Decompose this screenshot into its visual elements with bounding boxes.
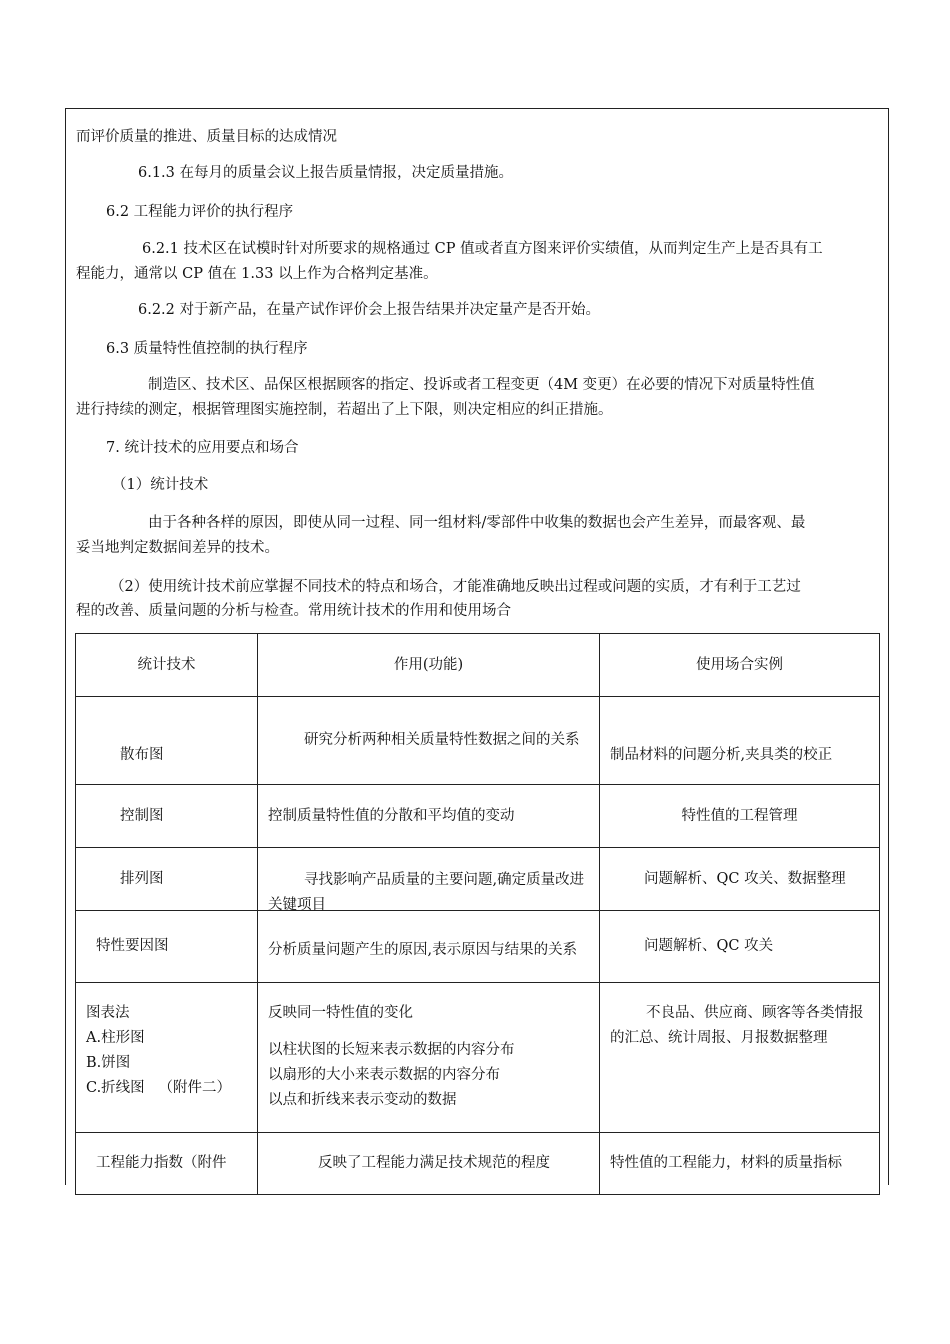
function-line: 以扇形的大小来表示数据的内容分布	[268, 1067, 500, 1083]
tech-cell: 控制图	[76, 785, 258, 848]
tech-cell: 排列图	[76, 848, 258, 911]
function-cell: 研究分析两种相关质量特性数据之间的关系	[258, 697, 600, 785]
function-line: 以柱状图的长短来表示数据的内容分布	[268, 1042, 515, 1058]
tech-cell: 散布图	[76, 697, 258, 785]
usage-cell: 特性值的工程管理	[600, 785, 880, 848]
header-cell: 统计技术	[76, 634, 258, 697]
section-heading: 6.2 工程能力评价的执行程序	[106, 204, 294, 220]
tech-line: C.折线图 （附件二）	[86, 1080, 232, 1096]
subheading: （1）统计技术	[112, 477, 209, 493]
section-heading: 6.3 质量特性值控制的执行程序	[106, 341, 308, 357]
function-cell: 反映了工程能力满足技术规范的程度	[258, 1133, 600, 1195]
paragraph: 6.1.3 在每月的质量会议上报告质量情报，决定质量措施。	[138, 165, 514, 181]
table-row	[76, 785, 880, 848]
paragraph: （2）使用统计技术前应掌握不同技术的特点和场合，才能准确地反映出过程或问题的实质，才有利于工艺过	[110, 579, 801, 595]
document-frame	[65, 108, 889, 1185]
table-row	[76, 848, 880, 911]
function-cell: 分析质量问题产生的原因,表示原因与结果的关系	[258, 911, 600, 983]
paragraph: 6.2.2 对于新产品，在量产试作评价会上报告结果并决定量产是否开始。	[138, 302, 601, 318]
table-row	[76, 1133, 880, 1195]
paragraph: 程的改善、质量问题的分析与检查。常用统计技术的作用和使用场合	[76, 603, 511, 619]
table-row	[76, 911, 880, 983]
usage-cell: 特性值的工程能力，材料的质量指标	[600, 1133, 880, 1195]
usage-cell: 制品材料的问题分析,夹具类的校正	[600, 697, 880, 785]
tech-line: B.饼图	[86, 1055, 131, 1071]
paragraph: 由于各种各样的原因，即使从同一过程、同一组材料/零部件中收集的数据也会产生差异，而最客观、最	[148, 515, 806, 531]
table-row	[76, 983, 880, 1133]
tech-line: 图表法	[86, 1005, 130, 1021]
usage-cell: 问题解析、QC 攻关、数据整理	[600, 848, 880, 911]
function-line: 反映同一特性值的变化	[268, 1005, 413, 1021]
usage-cell: 不良品、供应商、顾客等各类情报的汇总、统计周报、月报数据整理	[600, 983, 880, 1133]
header-cell: 使用场合实例	[600, 634, 880, 697]
tech-cell: 工程能力指数（附件	[76, 1133, 258, 1195]
statistics-table	[75, 633, 880, 1195]
paragraph: 进行持续的测定，根据管理图实施控制，若超出了上下限，则决定相应的纠正措施。	[76, 402, 613, 418]
usage-cell: 问题解析、QC 攻关	[600, 911, 880, 983]
function-text: 寻找影响产品质量的主要问题,确定质量改进关键项目	[268, 872, 585, 913]
function-cell	[258, 848, 600, 911]
function-cell	[258, 983, 600, 1133]
table-header-row	[76, 634, 880, 697]
tech-cell: 特性要因图	[76, 911, 258, 983]
tech-line: A.柱形图	[86, 1030, 145, 1046]
section-heading: 7. 统计技术的应用要点和场合	[106, 440, 299, 456]
paragraph: 6.2.1 技术区在试模时针对所要求的规格通过 CP 值或者直方图来评价实绩值，从而判定生产上是否具有工	[142, 241, 823, 257]
paragraph: 制造区、技术区、品保区根据顾客的指定、投诉或者工程变更（4M 变更）在必要的情况下对质量特性值	[148, 377, 815, 393]
header-cell: 作用(功能)	[258, 634, 600, 697]
function-cell: 控制质量特性值的分散和平均值的变动	[258, 785, 600, 848]
table-row	[76, 697, 880, 785]
paragraph: 而评价质量的推进、质量目标的达成情况	[76, 129, 337, 145]
tech-cell	[76, 983, 258, 1133]
paragraph: 程能力，通常以 CP 值在 1.33 以上作为合格判定基准。	[76, 266, 438, 282]
paragraph: 妥当地判定数据间差异的技术。	[76, 540, 279, 556]
function-line: 以点和折线来表示变动的数据	[268, 1092, 457, 1108]
